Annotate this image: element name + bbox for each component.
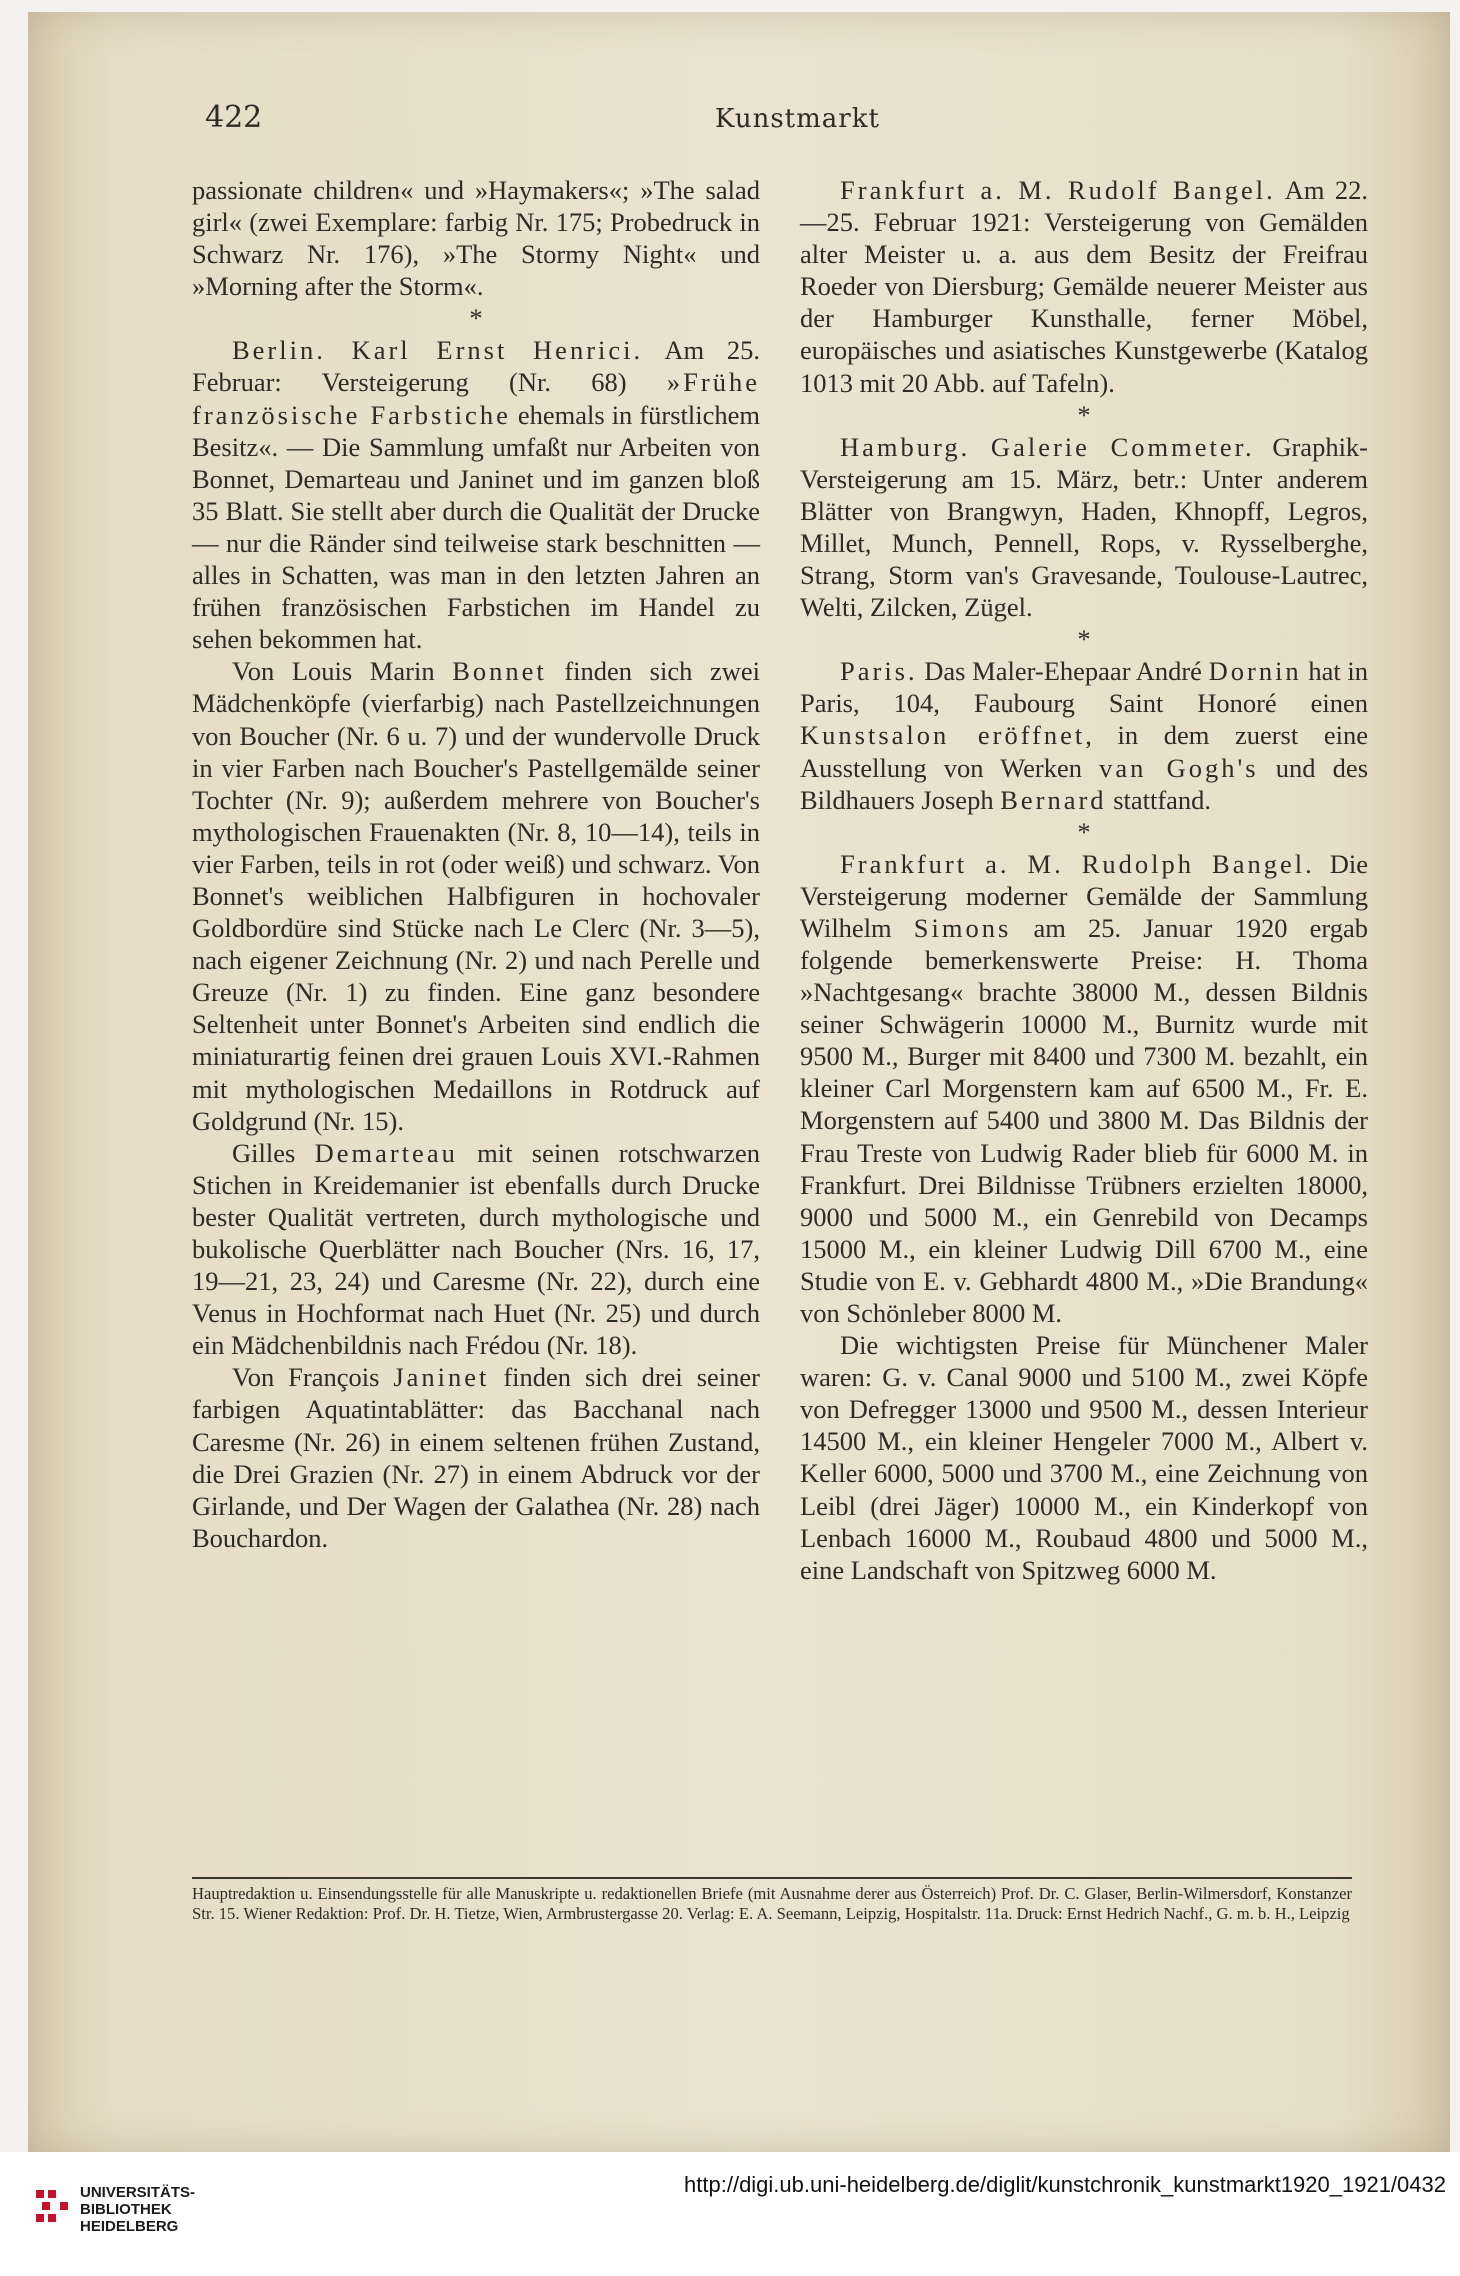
artist-name: Bonnet: [452, 656, 547, 687]
section-star: *: [469, 303, 483, 334]
logo-line: BIBLIOTHEK: [80, 2201, 172, 2218]
auction-house-label: Berlin. Karl Ernst Henrici.: [232, 335, 644, 366]
paragraph-text: Von François: [232, 1362, 394, 1393]
imprint-text: Hauptredaktion u. Einsendungsstelle für alle Manuskripte u. redaktionellen Briefe (mit Ausnahme derer aus Österreich) Prof. Dr. C. Glaser, Berlin-Wilmersdorf, Konstanzer Str. 15. Wiener Redaktion: Prof. Dr. H. Tietze, Wien, Armbrustergasse 20. Verlag: E. A. Seemann, Leipzig, Hospitalstr. 11a. Druck: Ernst Hedrich Nachf., G. m. b. H., Leipzig: [192, 1884, 1352, 1923]
paragraph-paris: [800, 655, 1368, 815]
paragraph-text: Graphik-Versteigerung am 15. März, betr.: Unter anderem Blätter von Brangwyn, Haden, Khnopff, Legros, Millet, Munch, Pennell, Rops, v. Rysselberghe, Strang, Storm van's Gravesande, Toulouse-Lautrec, Welti, Zilcken, Zügel.: [800, 431, 1368, 623]
running-title: Kunstmarkt: [715, 104, 880, 134]
paragraph-text: stattfand.: [1106, 784, 1212, 815]
paragraph-text: Von Louis Marin: [232, 656, 453, 687]
paragraph-commeter: [800, 431, 1368, 624]
gallery-name: Kunstsalon eröffnet: [800, 720, 1086, 751]
left-column: [192, 174, 760, 1554]
artist-name: Dornin: [1208, 656, 1302, 687]
library-banner: [0, 2152, 1460, 2276]
page-number: 422: [205, 100, 263, 135]
paragraph-text: und des Bildhauers Joseph: [800, 752, 1369, 815]
artist-name: van Gogh's: [1099, 752, 1259, 783]
auction-house-label: Frankfurt a. M. Rudolf Bangel.: [840, 175, 1276, 205]
auction-house-label: Hamburg. Galerie Commeter.: [840, 431, 1255, 462]
artist-name: Janinet: [393, 1362, 490, 1393]
footer-rule: [192, 1877, 1352, 1879]
paragraph-text: Am 25. Februar: Versteigerung (Nr. 68): [192, 335, 760, 398]
sale-title: »Frühe französische Farbstiche: [192, 367, 760, 430]
paragraph-text: am 25. Januar 1920 ergab folgende bemerkenswerte Preise: H. Thoma »Nachtgesang« brachte 38000 M., dessen Bildnis seiner Schwägerin 10000 M., Burnitz wurde mit 9500 M., Burger mit 8400 und 7300 M. bezahlt, ein kleiner Carl Morgenstern kam auf 6500 M., Fr. E. Morgenstern auf 5400 und 3800 M. Das Bildnis der Frau Treste von Ludwig Rader blieb für 6000 M. in Frankfurt. Drei Bildnisse Trübners erzielten 18000, 9000 und 5000 M., ein Genrebild von Decamps 15000 M., ein kleiner Ludwig Dill 6700 M., eine Studie von E. v. Gebhardt 4800 M., »Die Brandung« von Schönleber 8000 M.: [800, 912, 1368, 1328]
paragraph-simons-sale: [800, 848, 1368, 1329]
paragraph-text: , in dem zuerst eine Ausstellung von Werken: [800, 720, 1368, 783]
paragraph: passionate children« und »Haymakers«; »The salad girl« (zwei Exemplare: farbig Nr. 175; Probedruck in Schwarz Nr. 176), »The Stormy Night« und »Morning after the Storm«.: [192, 175, 760, 302]
paragraph-text: Gilles: [232, 1137, 315, 1168]
paragraph-text: hat in Paris, 104, Faubourg Saint Honoré einen: [800, 656, 1368, 719]
imprint-footer: [192, 1884, 1352, 1923]
paragraph-text: mit seinen rotschwarzen Stichen in Kreidemanier ist ebenfalls durch Drucke bester Qualität vertreten, durch mythologische und bukolische Querblätter nach Boucher (Nrs. 16, 17, 19—21, 23, 24) und Caresme (Nr. 22), durch eine Venus in Hochformat nach Huet (Nr. 25) und durch ein Mädchenbildnis nach Frédou (Nr. 18).: [192, 1137, 760, 1361]
logo-line: HEIDELBERG: [80, 2218, 179, 2235]
paragraph-text: ehemals in fürstlichem Besitz«. — Die Sammlung umfaßt nur Arbeiten von Bonnet, Demarteau und Janinet und im ganzen bloß 35 Blatt. Sie stellt aber durch die Qualität der Drucke — nur die Ränder sind teilweise stark beschnitten — alles in Schatten, was man in den letzten Jahren an frühen französischen Farbstichen im Handel zu sehen bekommen hat.: [192, 399, 761, 655]
artist-name: Bernard: [1000, 784, 1107, 815]
right-column: [800, 174, 1368, 1586]
paragraph-text: finden sich zwei Mädchenköpfe (vierfarbig) nach Pastellzeichnungen von Boucher (Nr. 6 u. 7) und der wundervolle Druck in vier Farben nach Boucher's Pastellgemälde seiner Tochter (Nr. 9); außerdem mehrere von Boucher's mythologischen Frauenakten (Nr. 8, 10—14), teils in vier Farben, teils in rot (oder weiß) und schwarz. Von Bonnet's weiblichen Halbfiguren in hochovaler Goldbordüre sind Stücke nach Le Clerc (Nr. 3—5), nach eigener Zeichnung (Nr. 2) und nach Perelle und Greuze (Nr. 1) zu finden. Eine ganz besondere Seltenheit unter Bonnet's Arbeiten sind endlich die miniaturartig feinen drei grauen Louis XVI.-Rahmen mit mythologischen Medaillons in Rotdruck auf Goldgrund (Nr. 15).: [192, 656, 760, 1136]
section-star: *: [1077, 399, 1091, 430]
collector-name: Simons: [913, 912, 1012, 943]
paragraph-bangel-1921: [800, 174, 1368, 399]
paragraph-text: Das Maler-Ehepaar André: [917, 656, 1209, 687]
city-label: Paris.: [840, 656, 918, 687]
library-seal-icon: [34, 2188, 70, 2232]
library-logo[interactable]: [80, 2184, 195, 2235]
artist-name: Demarteau: [314, 1137, 458, 1168]
page-header: [205, 100, 1355, 140]
logo-line: UNIVERSITÄTS-: [80, 2184, 196, 2201]
paragraph-bonnet: [192, 655, 760, 1136]
paragraph-text: Die Versteigerung moderner Gemälde der Sammlung Wilhelm: [800, 848, 1368, 943]
paragraph-text: Am 22.—25. Februar 1921: Versteigerung von Gemälden alter Meister u. a. aus dem Besitz der Freifrau Roeder von Diersburg; Gemälde neuerer Meister aus der Hamburger Kunsthalle, ferner Möbel, europäisches und asiatisches Kunstgewerbe (Katalog 1013 mit 20 Abb. auf Tafeln).: [800, 175, 1368, 398]
paragraph-janinet: [192, 1361, 760, 1554]
source-url-link[interactable]: http://digi.ub.uni-heidelberg.de/diglit/kunstchronik_kunstmarkt1920_1921/0432: [684, 2172, 1446, 2197]
paragraph-henrici: [192, 334, 760, 655]
paragraph-demarteau: [192, 1137, 760, 1362]
paragraph-text: finden sich drei seiner farbigen Aquatintablätter: das Bacchanal nach Caresme (Nr. 26) in einem seltenen frühen Zustand, die Drei Grazien (Nr. 27) in einem Abdruck vor der Girlande, und Der Wagen der Galathea (Nr. 28) nach Bouchardon.: [192, 1362, 760, 1553]
section-star: *: [1077, 624, 1091, 655]
auction-house-label: Frankfurt a. M. Rudolph Bangel.: [840, 848, 1315, 879]
paragraph-munich-prices: Die wichtigsten Preise für Münchener Maler waren: G. v. Canal 9000 und 5100 M., zwei Köpfe von Defregger 13000 und 9500 M., dessen Interieur 14500 M., ein kleiner Hengeler 7000 M., Albert v. Keller 6000, 5000 und 3700 M., eine Zeichnung von Leibl (drei Jäger) 10000 M., ein Kinderkopf von Lenbach 16000 M., Roubaud 4800 und 5000 M., eine Landschaft von Spitzweg 6000 M.: [800, 1330, 1368, 1585]
section-star: *: [1077, 816, 1091, 847]
